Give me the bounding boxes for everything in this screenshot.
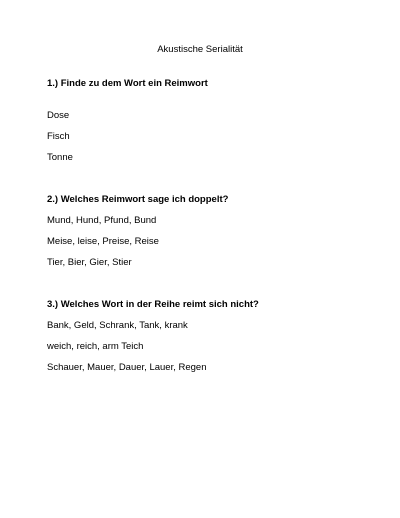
section-1-line-1: Dose	[47, 110, 70, 121]
section-2-line-3: Tier, Bier, Gier, Stier	[47, 257, 132, 268]
section-1-heading: 1.) Finde zu dem Wort ein Reimwort	[47, 78, 208, 89]
section-2-line-2: Meise, leise, Preise, Reise	[47, 236, 159, 247]
document-title: Akustische Serialität	[157, 44, 243, 55]
section-3-line-3: Schauer, Mauer, Dauer, Lauer, Regen	[47, 362, 207, 373]
section-3-line-1: Bank, Geld, Schrank, Tank, krank	[47, 320, 188, 331]
section-1-line-3: Tonne	[47, 152, 73, 163]
section-1-line-2: Fisch	[47, 131, 70, 142]
section-3-heading: 3.) Welches Wort in der Reihe reimt sich nicht?	[47, 299, 259, 310]
section-2-line-1: Mund, Hund, Pfund, Bund	[47, 215, 157, 226]
section-2-heading: 2.) Welches Reimwort sage ich doppelt?	[47, 194, 229, 205]
section-3-line-2: weich, reich, arm Teich	[47, 341, 144, 352]
